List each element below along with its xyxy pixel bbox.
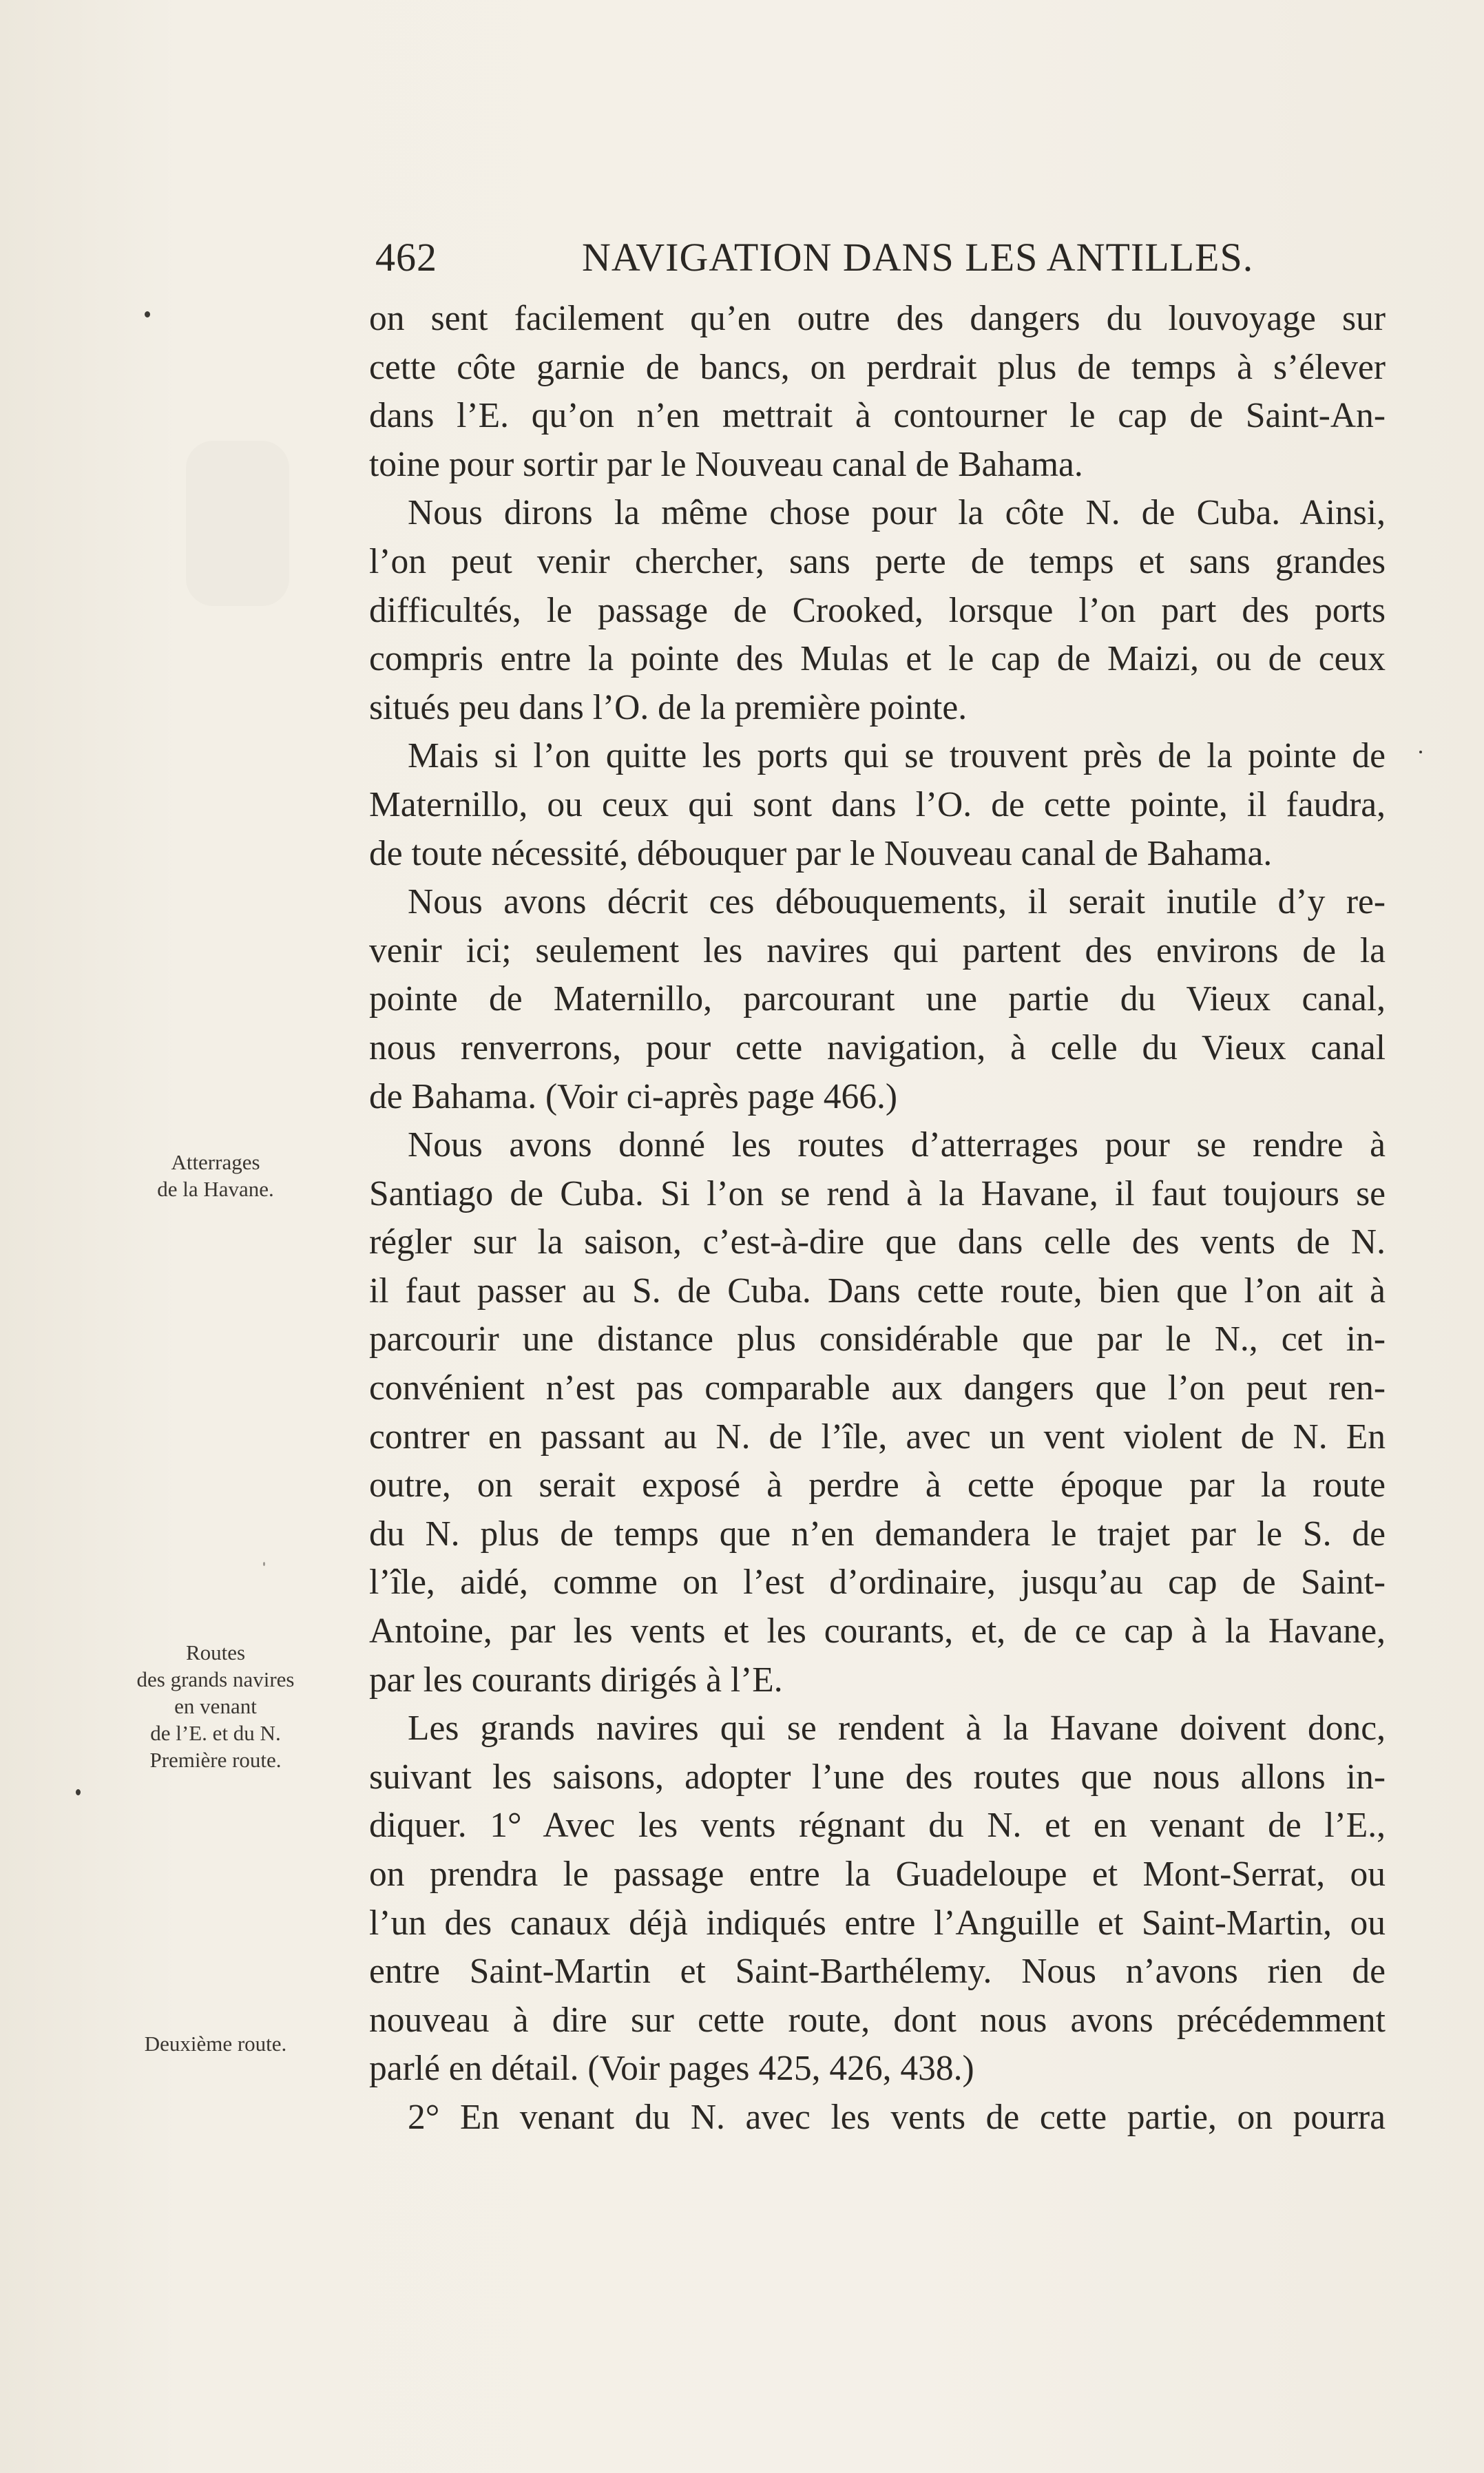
text-line: l’un des canaux déjà indiqués entre l’Anguille et Saint-Martin, ou <box>369 1903 1386 1943</box>
margin-note-deuxieme-route <box>102 2030 329 2057</box>
text-line: pointe de Maternillo, parcourant une partie du Vieux canal, <box>369 979 1386 1019</box>
margin-note-line: Routes <box>185 1640 246 1665</box>
text-line: diquer. 1° Avec les vents régnant du N. et en venant de l’E., <box>369 1806 1386 1846</box>
text-line: situés peu dans l’O. de la première pointe. <box>369 687 968 727</box>
margin-note-line: Deuxième route. <box>144 2032 287 2056</box>
ink-speck <box>145 311 150 317</box>
text-line: parcourir une distance plus considérable que par le N., cet in- <box>369 1319 1386 1359</box>
ink-speck <box>1419 751 1422 753</box>
ink-speck <box>76 1789 81 1795</box>
text-line: parlé en détail. (Voir pages 425, 426, 438.) <box>369 2049 974 2089</box>
margin-note-line: de l’E. et du N. <box>150 1721 281 1745</box>
text-line: toine pour sortir par le Nouveau canal de Bahama. <box>369 444 1083 484</box>
text-line: difficultés, le passage de Crooked, lorsque l’on part des ports <box>369 590 1386 630</box>
text-line: suivant les saisons, adopter l’une des routes que nous allons in- <box>369 1757 1386 1797</box>
text-line: par les courants dirigés à l’E. <box>369 1660 783 1700</box>
text-line: contrer en passant au N. de l’île, avec un vent violent de N. En <box>369 1417 1386 1457</box>
paper-stain <box>186 441 289 606</box>
paragraph <box>369 295 1386 489</box>
main-text <box>369 295 1386 2142</box>
paragraph <box>369 489 1386 732</box>
paragraph <box>369 1704 1386 2094</box>
margin-note-line: Première route. <box>149 1748 282 1772</box>
margin-note-routes <box>102 1639 329 1773</box>
text-line: Nous dirons la même chose pour la côte N. de Cuba. Ainsi, <box>408 493 1386 533</box>
ink-speck <box>263 1562 265 1566</box>
page-number: 462 <box>375 235 437 280</box>
text-line: outre, on serait exposé à perdre à cette époque par la route <box>369 1465 1386 1505</box>
text-line: Maternillo, ou ceux qui sont dans l’O. de cette pointe, il faudra, <box>369 784 1386 824</box>
paragraph <box>369 878 1386 1121</box>
text-line: il faut passer au S. de Cuba. Dans cette route, bien que l’on ait à <box>369 1271 1386 1311</box>
margin-note-atterrages <box>102 1149 329 1202</box>
text-line: de Bahama. (Voir ci-après page 466.) <box>369 1076 897 1116</box>
text-line: dans l’E. qu’on n’en mettrait à contourner le cap de Saint-An- <box>369 396 1386 436</box>
text-line: on prendra le passage entre la Guadeloupe et Mont-Serrat, ou <box>369 1855 1386 1894</box>
text-line: Les grands navires qui se rendent à la Havane doivent donc, <box>408 1709 1386 1749</box>
paragraph <box>369 2094 1386 2142</box>
text-line: du N. plus de temps que n’en demandera le trajet par le S. de <box>369 1514 1386 1554</box>
text-line: Nous avons donné les routes d’atterrages pour se rendre à <box>408 1125 1386 1165</box>
text-line: de toute nécessité, débouquer par le Nouveau canal de Bahama. <box>369 833 1273 873</box>
running-title: NAVIGATION DANS LES ANTILLES. <box>582 235 1254 280</box>
margin-note-line: Atterrages <box>171 1150 260 1174</box>
text-line: l’on peut venir chercher, sans perte de temps et sans grandes <box>369 541 1386 581</box>
text-line: nous renverrons, pour cette navigation, à celle du Vieux canal <box>369 1027 1386 1067</box>
text-line: régler sur la saison, c’est-à-dire que dans celle des vents de N. <box>369 1222 1386 1262</box>
text-line: Mais si l’on quitte les ports qui se trouvent près de la pointe de <box>408 736 1386 776</box>
paragraph <box>369 732 1386 878</box>
text-line: compris entre la pointe des Mulas et le cap de Maizi, ou de ceux <box>369 639 1386 679</box>
margin-note-line: des grands navires <box>136 1667 295 1691</box>
text-line: cette côte garnie de bancs, on perdrait plus de temps à s’élever <box>369 347 1386 387</box>
text-line: Santiago de Cuba. Si l’on se rend à la Havane, il faut toujours se <box>369 1173 1386 1213</box>
paragraph <box>369 1121 1386 1704</box>
margin-note-line: de la Havane. <box>157 1177 274 1201</box>
text-line: on sent facilement qu’en outre des dangers du louvoyage sur <box>369 299 1386 338</box>
text-line: venir ici; seulement les navires qui partent des environs de la <box>369 930 1386 970</box>
text-line: 2° En venant du N. avec les vents de cette partie, on pourra <box>408 2097 1386 2137</box>
text-line: Antoine, par les vents et les courants, et, de ce cap à la Havane, <box>369 1611 1386 1651</box>
text-line: l’île, aidé, comme on l’est d’ordinaire, jusqu’au cap de Saint- <box>369 1563 1386 1603</box>
running-head <box>375 233 1388 282</box>
text-line: entre Saint-Martin et Saint-Barthélemy. Nous n’avons rien de <box>369 1952 1386 1992</box>
text-line: Nous avons décrit ces débouquements, il serait inutile d’y re- <box>408 882 1386 922</box>
margin-note-line: en venant <box>174 1694 257 1718</box>
text-line: nouveau à dire sur cette route, dont nous avons précédemment <box>369 2000 1386 2040</box>
text-line: convénient n’est pas comparable aux dangers que l’on peut ren- <box>369 1368 1386 1408</box>
